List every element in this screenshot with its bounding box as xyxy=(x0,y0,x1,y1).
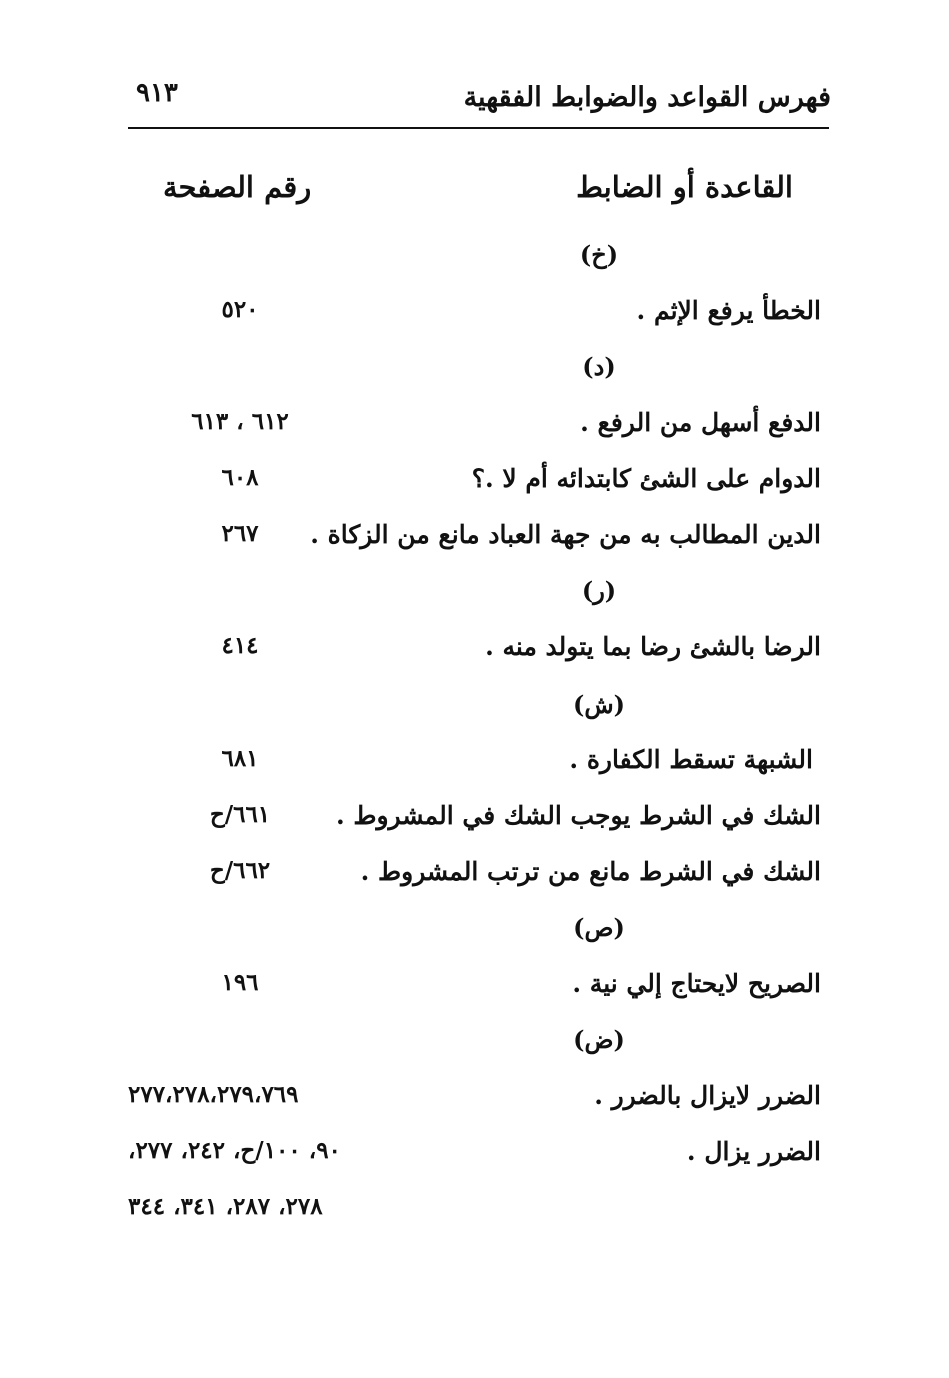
page-reference: ٦٦١/ح xyxy=(209,801,271,828)
page-reference: ٩٠، ١٠٠/ح، ٢٤٢، ٢٧٧، xyxy=(128,1137,341,1164)
page-reference: ٤١٤ xyxy=(221,632,259,659)
section-letter-kha: (خ) xyxy=(579,240,619,269)
page-reference: ٦١٢ ، ٦١٣ xyxy=(191,408,289,435)
rule-entry: الضرر لايزال بالضرر . xyxy=(594,1081,821,1110)
section-letter-dad: (ض) xyxy=(573,1025,625,1054)
page-number: ٩١٣ xyxy=(136,78,178,108)
rule-entry: الدفع أسهل من الرفع . xyxy=(580,408,821,437)
section-letter-ra: (ر) xyxy=(581,576,617,605)
page-reference: ٦٠٨ xyxy=(221,464,259,491)
rule-entry: الرضا بالشئ رضا بما يتولد منه . xyxy=(485,632,821,661)
page-reference: ١٩٦ xyxy=(221,969,259,996)
section-letter-dal: (د) xyxy=(582,352,616,381)
column-header-page: رقم الصفحة xyxy=(163,170,312,204)
rule-entry: الشك في الشرط يوجب الشك في المشروط . xyxy=(335,801,821,830)
page-reference-continued: ٢٧٨، ٢٨٧، ٣٤١، ٣٤٤ xyxy=(128,1193,323,1220)
running-title: فهرس القواعد والضوابط الفقهية xyxy=(463,82,831,113)
page-reference: ٥٢٠ xyxy=(221,296,259,323)
rule-entry: الضرر يزال . xyxy=(686,1137,821,1166)
page-reference: ٦٦٢/ح xyxy=(209,857,271,884)
page-reference: ٢٦٧ xyxy=(221,520,259,547)
column-header-rule: القاعدة أو الضابط xyxy=(576,170,793,204)
rule-entry: الصريح لايحتاج إلي نية . xyxy=(572,969,821,998)
header-rule xyxy=(128,127,829,129)
rule-entry: الشبهة تسقط الكفارة . xyxy=(569,745,813,774)
rule-entry: الدوام على الشئ كابتدائه أم لا .؟ xyxy=(471,464,821,493)
rule-entry: الدين المطالب به من جهة العباد مانع من الزكاة . xyxy=(310,520,821,549)
section-letter-shin: (ش) xyxy=(572,690,625,719)
page-reference: ٦٨١ xyxy=(221,745,259,772)
page-reference: ٢٧٧،٢٧٨،٢٧٩،٧٦٩ xyxy=(128,1081,299,1108)
section-letter-sad: (ص) xyxy=(573,913,625,942)
rule-entry: الخطأ يرفع الإثم . xyxy=(636,296,821,325)
rule-entry: الشك في الشرط مانع من ترتب المشروط . xyxy=(360,857,821,886)
